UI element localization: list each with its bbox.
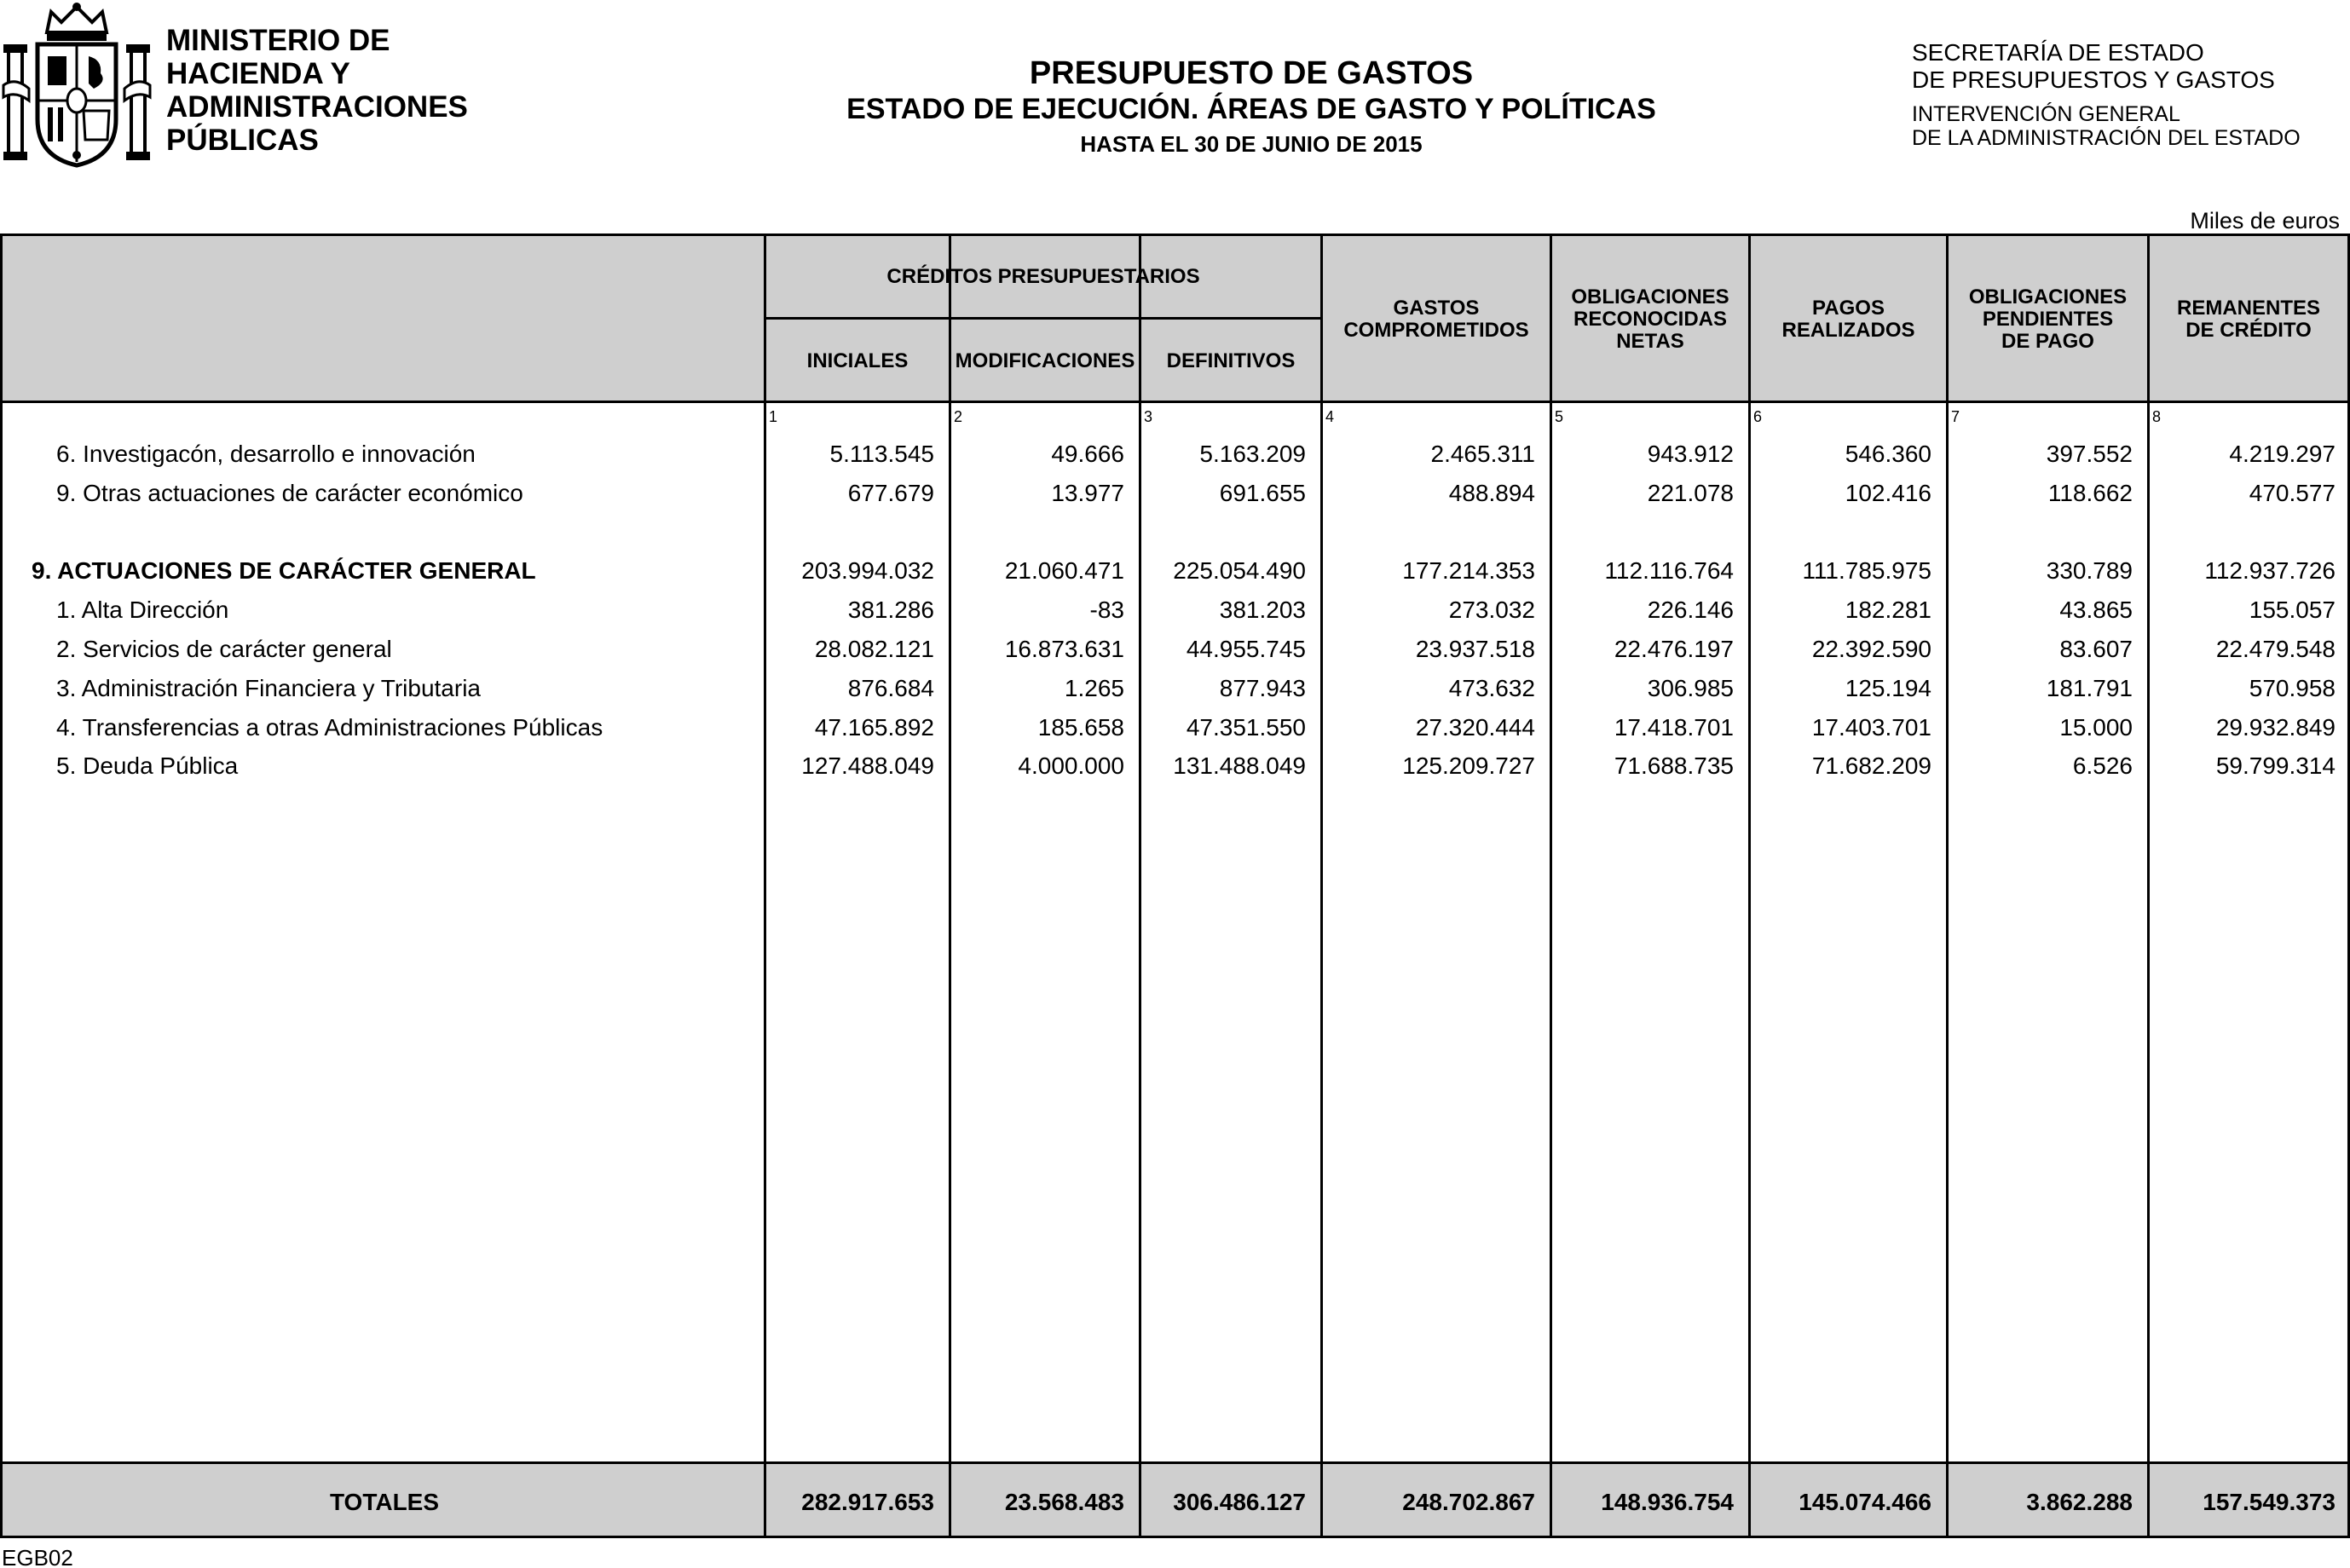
column-divider (949, 236, 951, 1536)
cell-value: 29.932.849 (2215, 714, 2336, 741)
cell-value: 127.488.049 (801, 752, 934, 779)
ministry-name (166, 24, 468, 157)
cell-value: 111.785.975 (1802, 557, 1931, 584)
coat-of-arms-icon (0, 0, 153, 170)
cell-value: 44.955.745 (1186, 636, 1306, 662)
column-number: 1 (769, 408, 778, 425)
cell-value: 27.320.444 (1415, 714, 1535, 741)
cell-value: 381.286 (847, 597, 934, 623)
header-line: RECONOCIDAS (1573, 308, 1727, 331)
column-number: 8 (2152, 408, 2162, 425)
column-number: 6 (1753, 408, 1763, 425)
cell-value: 71.682.209 (1811, 752, 1931, 779)
cell-value: 330.789 (2046, 557, 2133, 584)
report-titles (663, 55, 1839, 159)
ministry-line: HACIENDA Y (166, 57, 350, 90)
cell-value: 691.655 (1219, 480, 1306, 506)
column-number: 3 (1144, 408, 1153, 425)
column-divider (1946, 236, 1949, 1536)
cell-value: 28.082.121 (814, 636, 934, 662)
cell-value: 131.488.049 (1173, 752, 1306, 779)
totals-label: TOTALES (329, 1489, 440, 1515)
total-value: 282.917.653 (801, 1489, 934, 1515)
column-number: 2 (954, 408, 963, 425)
cell-value: 22.479.548 (2215, 636, 2336, 662)
secretaria-line: DE PRESUPUESTOS Y GASTOS (1912, 66, 2275, 93)
cell-value: 112.937.726 (2204, 557, 2336, 584)
cell-value: 5.163.209 (1199, 441, 1306, 467)
header-remanentes (2150, 236, 2347, 403)
intervencion-line: DE LA ADMINISTRACIÓN DEL ESTADO (1912, 126, 2301, 150)
cell-value: 15.000 (2059, 714, 2133, 741)
cell-value: 225.054.490 (1173, 557, 1306, 584)
row-label: 9. Otras actuaciones de carácter económico (56, 480, 523, 506)
header-line: REMANENTES (2176, 297, 2320, 320)
ministry-line: PÚBLICAS (166, 124, 319, 157)
cell-value: 181.791 (2046, 675, 2133, 701)
cell-value: 876.684 (847, 675, 934, 701)
cell-value: 5.113.545 (829, 441, 934, 467)
cell-value: 306.985 (1647, 675, 1734, 701)
header-line: PENDIENTES (1982, 308, 2114, 331)
row-label: 4. Transferencias a otras Administraciones Públicas (56, 714, 603, 741)
report-subtitle: ESTADO DE EJECUCIÓN. ÁREAS DE GASTO Y POLÍTICAS (846, 93, 1656, 125)
column-number: 4 (1325, 408, 1335, 425)
units-label: Miles de euros (2190, 208, 2340, 233)
ministry-line: MINISTERIO DE (166, 24, 390, 57)
column-divider (1139, 236, 1141, 1536)
cell-value: 125.209.727 (1402, 752, 1535, 779)
cell-value: 203.994.032 (801, 557, 934, 584)
header-line: REALIZADOS (1781, 319, 1915, 342)
cell-value: 83.607 (2059, 636, 2133, 662)
secretaria-line: SECRETARÍA DE ESTADO (1912, 39, 2204, 66)
row-label: 5. Deuda Pública (56, 752, 239, 779)
cell-value: 570.958 (2249, 675, 2336, 701)
header-line: DE CRÉDITO (2185, 319, 2312, 342)
cell-value: 13.977 (1051, 480, 1124, 506)
cell-value: 47.165.892 (814, 714, 934, 741)
cell-value: 470.577 (2249, 480, 2336, 506)
cell-value: 226.146 (1647, 597, 1734, 623)
row-label: 6. Investigacón, desarrollo e innovación (56, 441, 476, 467)
cell-value: 177.214.353 (1402, 557, 1535, 584)
cell-value: 381.203 (1219, 597, 1306, 623)
total-value: 148.936.754 (1601, 1489, 1734, 1515)
header-comprometidos (1323, 236, 1550, 403)
cell-value: 59.799.314 (2215, 752, 2336, 779)
cell-value: 155.057 (2249, 597, 2336, 623)
cell-value: 4.000.000 (1018, 752, 1124, 779)
header-line: PAGOS (1812, 297, 1885, 320)
header-pagos (1751, 236, 1946, 403)
cell-value: 71.688.735 (1614, 752, 1734, 779)
secretaria-block (1912, 39, 2301, 150)
cell-value: 112.116.764 (1604, 557, 1734, 584)
budget-table (0, 233, 2350, 1538)
total-value: 145.074.466 (1799, 1489, 1931, 1515)
report-date: HASTA EL 30 DE JUNIO DE 2015 (1080, 131, 1423, 157)
cell-value: 4.219.297 (2229, 441, 2336, 467)
header-creditos: CRÉDITOS PRESUPUESTARIOS (886, 264, 1200, 288)
row-label: 3. Administración Financiera y Tributaria (56, 675, 481, 701)
header-modificaciones: MODIFICACIONES (955, 349, 1135, 372)
row-label: 2. Servicios de carácter general (56, 636, 392, 662)
cell-value: 43.865 (2059, 597, 2133, 623)
cell-value: 546.360 (1845, 441, 1931, 467)
report-title: PRESUPUESTO DE GASTOS (1029, 55, 1474, 91)
header-line: OBLIGACIONES (1571, 285, 1729, 308)
document-code: EGB02 (2, 1545, 73, 1568)
cell-value: 23.937.518 (1415, 636, 1535, 662)
column-divider (2147, 236, 2150, 1536)
cell-value: 943.912 (1647, 441, 1734, 467)
cell-value: 17.403.701 (1811, 714, 1931, 741)
header-line: OBLIGACIONES (1968, 285, 2128, 308)
total-value: 248.702.867 (1402, 1489, 1535, 1515)
total-value: 157.549.373 (2203, 1489, 2336, 1515)
header-line: GASTOS (1393, 297, 1480, 320)
row-label: 1. Alta Dirección (56, 597, 229, 623)
total-value: 306.486.127 (1173, 1489, 1306, 1515)
cell-value: 49.666 (1051, 441, 1124, 467)
column-divider (1320, 236, 1323, 1536)
header-pendientes (1949, 236, 2147, 403)
cell-value: 21.060.471 (1004, 557, 1124, 584)
column-number: 7 (1951, 408, 1960, 425)
header-definitivos: DEFINITIVOS (1166, 349, 1296, 372)
cell-value: 677.679 (847, 480, 934, 506)
cell-value: 47.351.550 (1186, 714, 1306, 741)
cell-value: 182.281 (1845, 597, 1931, 623)
header-obligaciones (1552, 236, 1748, 403)
cell-value: 118.662 (2047, 480, 2133, 506)
ministry-line: ADMINISTRACIONES (166, 90, 468, 124)
cell-value: 273.032 (1448, 597, 1535, 623)
header-line: DE PAGO (2001, 330, 2094, 353)
cell-value: 22.476.197 (1614, 636, 1734, 662)
intervencion-line: INTERVENCIÓN GENERAL (1912, 102, 2180, 126)
cell-value: 6.526 (2072, 752, 2133, 779)
cell-value: 102.416 (1845, 480, 1931, 506)
cell-value: 1.265 (1064, 675, 1124, 701)
header-iniciales: INICIALES (806, 349, 909, 372)
cell-value: -83 (1089, 597, 1124, 623)
cell-value: 16.873.631 (1004, 636, 1124, 662)
cell-value: 2.465.311 (1430, 441, 1535, 467)
cell-value: 397.552 (2046, 441, 2133, 467)
cell-value: 473.632 (1448, 675, 1535, 701)
cell-value: 221.078 (1647, 480, 1734, 506)
total-value: 3.862.288 (2026, 1489, 2133, 1515)
cell-value: 185.658 (1037, 714, 1124, 741)
cell-value: 488.894 (1448, 480, 1535, 506)
row-label: 9. ACTUACIONES DE CARÁCTER GENERAL (32, 557, 536, 584)
column-divider (1550, 236, 1552, 1536)
column-divider (1748, 236, 1751, 1536)
column-divider (764, 236, 766, 1536)
column-number: 5 (1555, 408, 1564, 425)
header-line: NETAS (1616, 330, 1684, 353)
cell-value: 125.194 (1845, 675, 1931, 701)
total-value: 23.568.483 (1004, 1489, 1124, 1515)
cell-value: 17.418.701 (1614, 714, 1734, 741)
header-line: COMPROMETIDOS (1343, 319, 1529, 342)
cell-value: 22.392.590 (1811, 636, 1931, 662)
cell-value: 877.943 (1219, 675, 1306, 701)
